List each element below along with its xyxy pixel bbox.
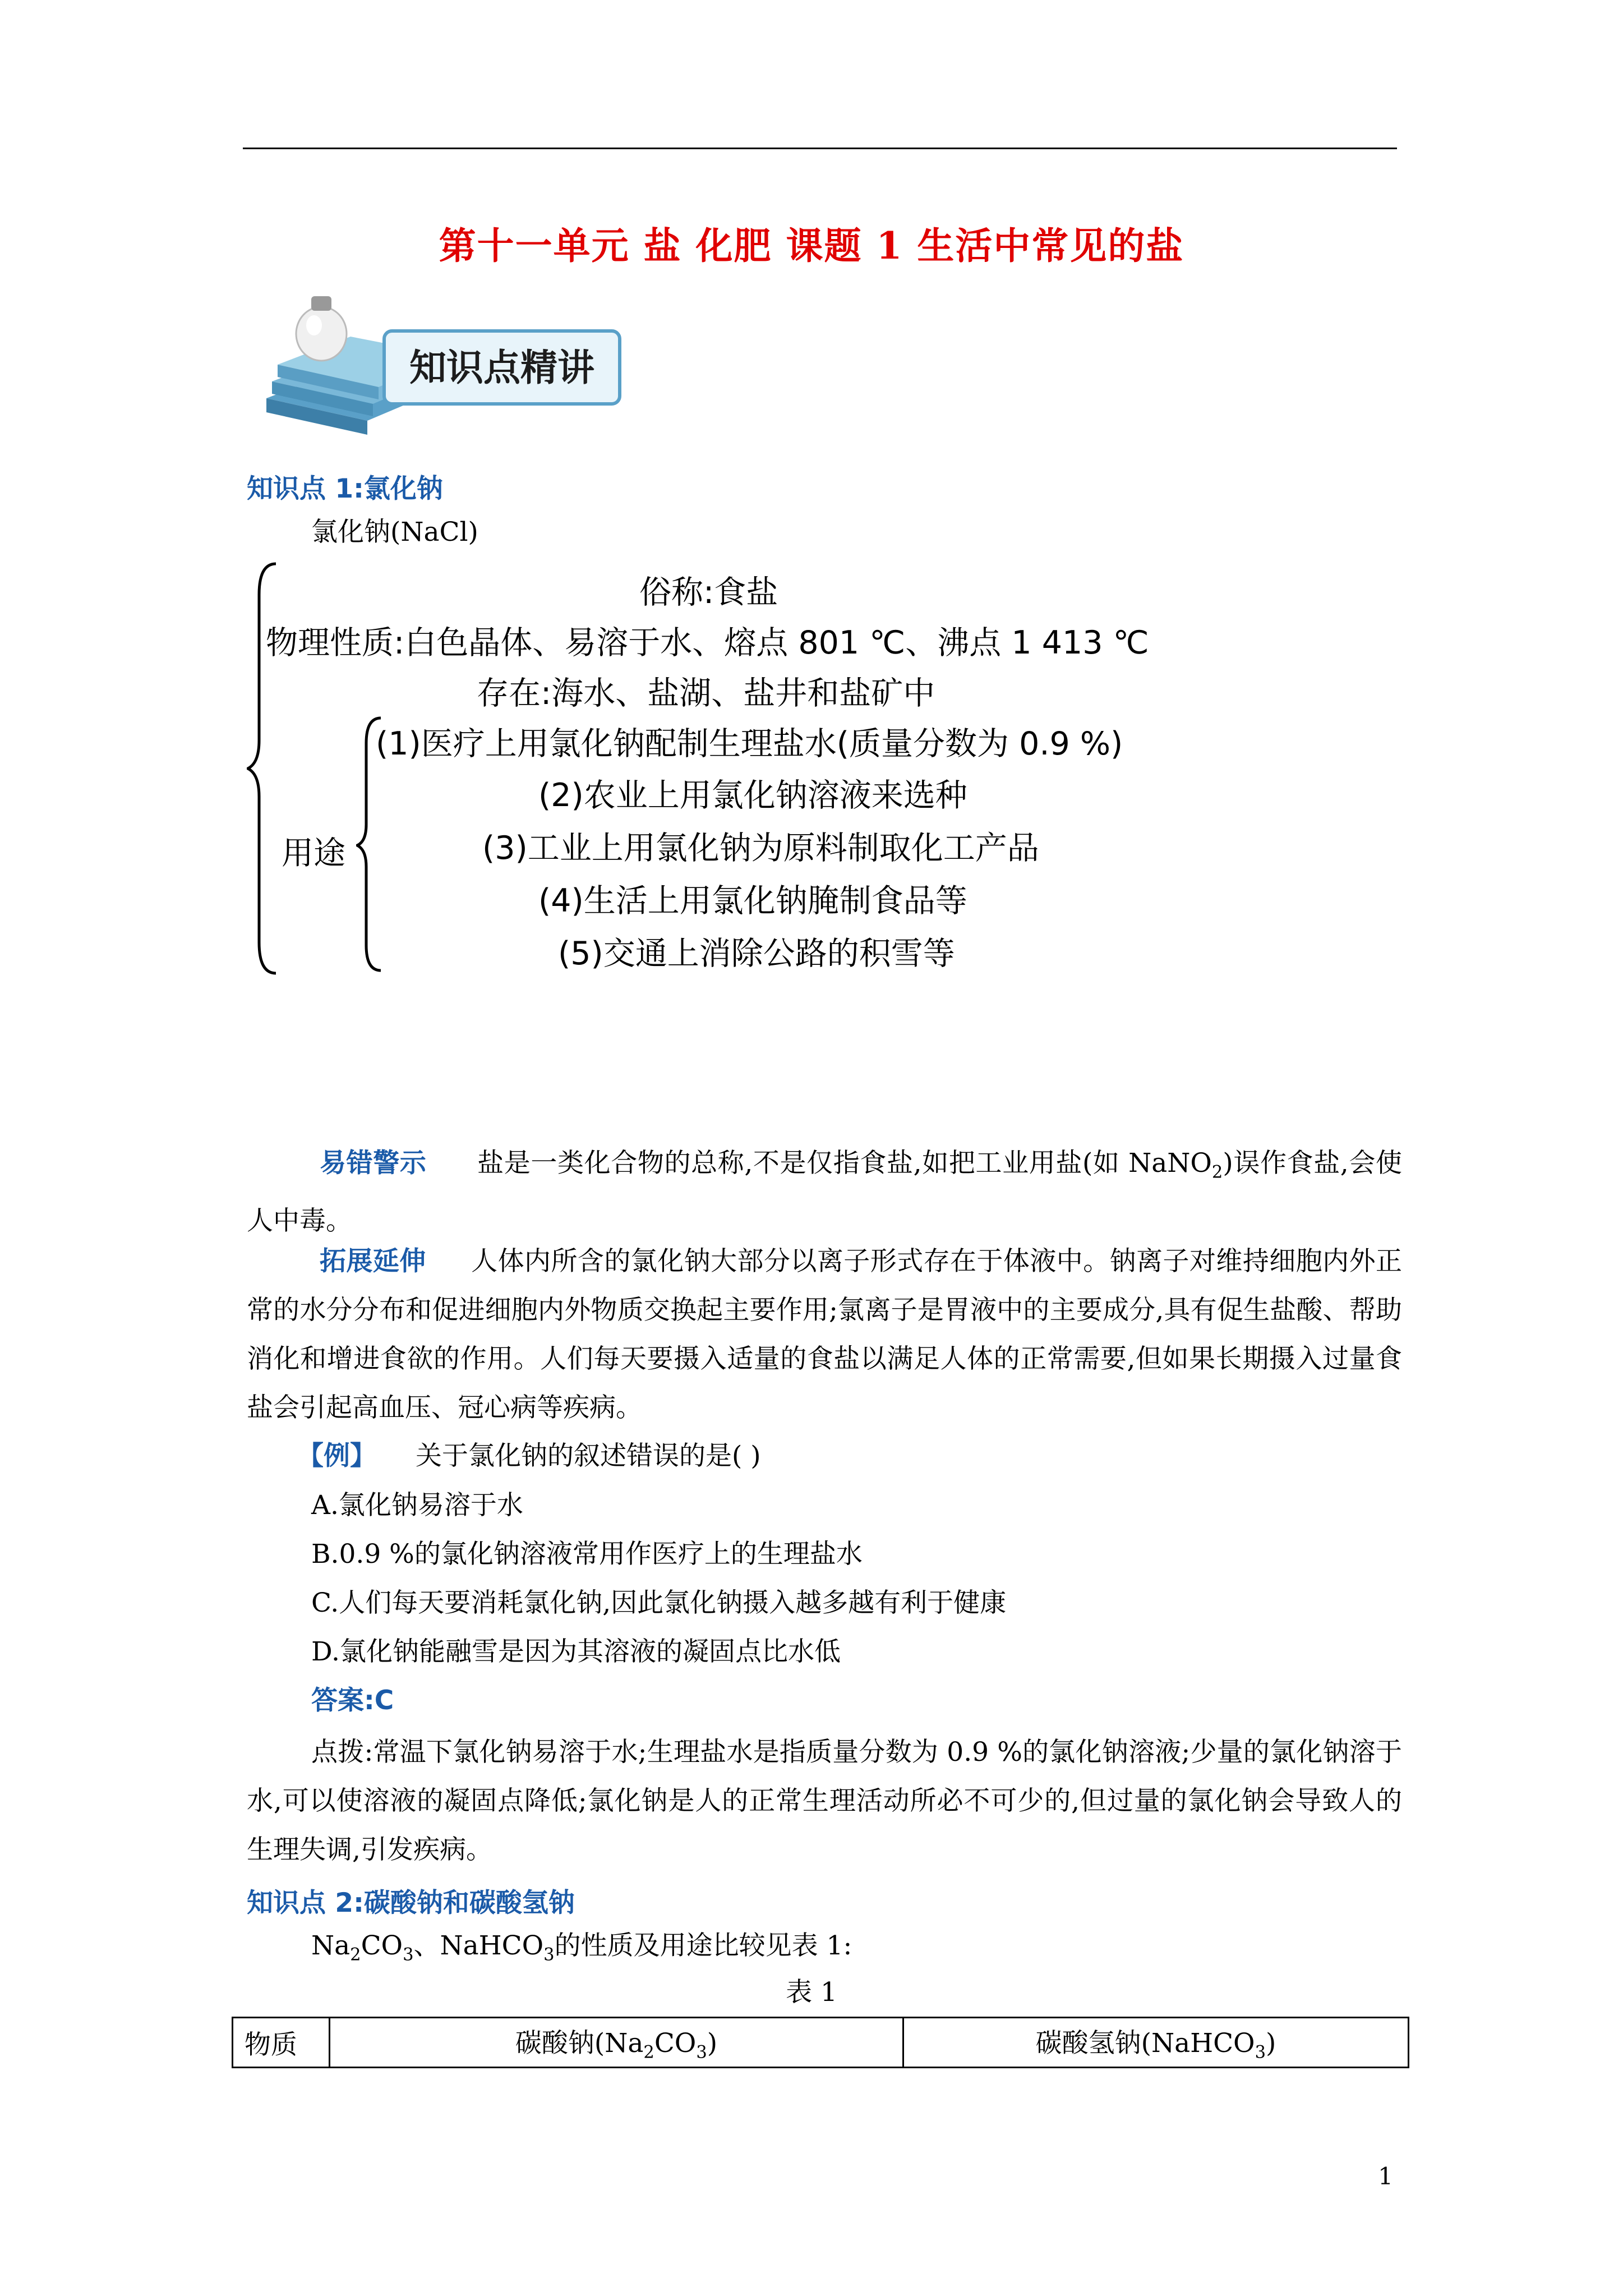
option-d: D.氯化钠能融雪是因为其溶液的凝固点比水低 <box>311 1636 841 1667</box>
warning-label: 易错警示 <box>320 1148 427 1179</box>
kp2-heading: 知识点 2:碳酸钠和碳酸氢钠 <box>247 1888 575 1918</box>
page-number: 1 <box>1378 2162 1393 2190</box>
use-item-3: (3)工业上用氯化钠为原料制取化工产品 <box>482 830 1039 867</box>
kp1-heading: 知识点 1:氯化钠 <box>247 473 443 504</box>
nacl-diagram <box>247 561 1200 976</box>
banner-text: 知识点精讲 <box>409 346 594 389</box>
example-line <box>297 1443 761 1469</box>
use-item-5: (5)交通上消除公路的积雪等 <box>558 935 955 972</box>
comparison-table <box>232 2017 1409 2068</box>
answer: 答案:C <box>311 1685 394 1716</box>
use-item-1: (1)医疗上用氯化钠配制生理盐水(质量分数为 0.9 %) <box>376 725 1123 762</box>
extension-paragraph <box>247 1237 1402 1432</box>
option-a: A.氯化钠易溶于水 <box>311 1490 523 1521</box>
alias-line: 俗称:食盐 <box>639 574 778 611</box>
page-title: 第十一单元 盐 化肥 课题 1 生活中常见的盐 <box>439 224 1184 268</box>
kp2-intro: $Na_2CO_3$、NaHCO$_3$的性质及用途比较见表 1: <box>311 1930 852 1965</box>
warning-text-end: )误作食盐,会使人中毒。 <box>247 1148 1402 1237</box>
table-row <box>233 2018 1409 2068</box>
uses-label: 用途 <box>282 835 345 872</box>
warning-text: 盐是一类化合物的总称,不是仅指食盐,如把工业用盐(如 NaNO <box>477 1148 1212 1179</box>
explanation: 点拨:常温下氯化钠易溶于水;生理盐水是指质量分数为 0.9 %的氯化钠溶液;少量的氯化钠溶于水,可以使溶液的凝固点降低;氯化钠是人的正常生理活动所必不可少的,但过量的氯化钠会导致人的生理失调,引发疾病。 <box>247 1737 1402 1865</box>
table-header-nahco3: 碳酸氢钠(NaHCO$_3$) <box>903 2018 1409 2068</box>
warning-paragraph <box>247 1139 1402 1245</box>
banner-logo <box>255 292 631 440</box>
table-header-na2co3: 碳酸钠$(Na_2CO_3)$ <box>330 2018 903 2068</box>
example-label: 【例】 <box>297 1441 376 1471</box>
table-header-substance: 物质 <box>233 2018 330 2068</box>
extension-text: 人体内所含的氯化钠大部分以离子形式存在于体液中。钠离子对维持细胞内外正常的水分分布和促进细胞内外物质交换起主要作用;氯离子是胃液中的主要成分,具有促生盐酸、帮助消化和增进食欲的作用。人们每天要摄入适量的食盐以满足人体的正常需要,但如果长期摄入过量食盐会引起高血压、冠心病等疾病。 <box>247 1246 1403 1423</box>
physical-line: 物理性质:白色晶体、易溶于水、熔点 801 ℃、沸点 1 413 ℃ <box>266 624 1149 661</box>
header-rule <box>243 148 1397 149</box>
option-b: B.0.9 %的氯化钠溶液常用作医疗上的生理盐水 <box>311 1539 863 1570</box>
use-item-2: (2)农业上用氯化钠溶液来选种 <box>538 777 967 814</box>
existence-line: 存在:海水、盐湖、盐井和盐矿中 <box>477 675 935 712</box>
option-c: C.人们每天要消耗氯化钠,因此氯化钠摄入越多越有利于健康 <box>311 1588 1007 1618</box>
extension-label: 拓展延伸 <box>320 1246 426 1277</box>
table-caption: 表 1 <box>786 1977 837 2008</box>
use-item-4: (4)生活上用氯化钠腌制食品等 <box>538 882 967 919</box>
kp1-intro: 氯化钠(NaCl) <box>311 517 478 547</box>
example-question: 关于氯化钠的叙述错误的是( ) <box>416 1441 761 1471</box>
warning-sub: 2 <box>1211 1162 1223 1182</box>
